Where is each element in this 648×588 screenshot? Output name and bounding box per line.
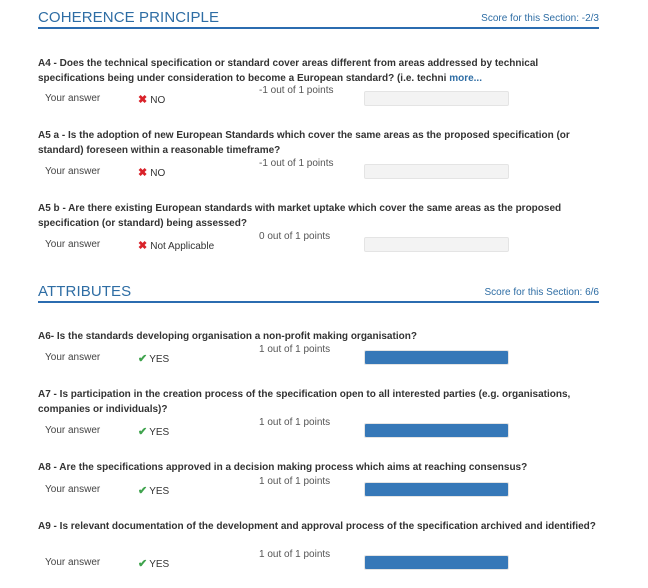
points-text: -1 out of 1 points: [259, 85, 334, 96]
answer-row-a7: [38, 417, 598, 443]
answer-row-a9: [38, 549, 598, 575]
question-a5a: [38, 128, 598, 158]
answer-label: Your answer: [45, 93, 101, 104]
answer-row-a5b: [38, 231, 598, 257]
question-text: A5 b - Are there existing European standards with market uptake which cover the same areas as the proposed specification (or standard) being assessed?: [38, 203, 562, 229]
answer-label: Your answer: [45, 484, 101, 495]
answer-label: Your answer: [45, 352, 101, 363]
coherence-section-score: Score for this Section: -2/3: [481, 13, 599, 24]
score-progress-fill: [365, 424, 508, 437]
cross-icon: ✖: [138, 240, 148, 252]
attributes-section-title: ATTRIBUTES: [38, 283, 132, 300]
question-a9: [38, 519, 598, 534]
answer-label: Your answer: [45, 425, 101, 436]
points-text: 1 out of 1 points: [259, 417, 331, 428]
answer-row-a8: [38, 476, 598, 502]
answer-value: ✖ Not Applicable: [138, 240, 215, 252]
score-progress-bar: [364, 423, 509, 438]
coherence-section-header: [38, 8, 599, 29]
score-progress-fill: [365, 351, 508, 364]
answer-row-a4: [38, 85, 598, 111]
answer-label: Your answer: [45, 557, 101, 568]
check-icon: ✔: [138, 426, 148, 438]
score-progress-bar: [364, 91, 509, 106]
question-a5b: [38, 201, 598, 231]
answer-value: ✔ YES: [138, 485, 170, 497]
more-link[interactable]: more...: [449, 73, 482, 84]
score-progress-bar: [364, 555, 509, 570]
answer-value: ✔ YES: [138, 426, 170, 438]
answer-row-a6: [38, 344, 598, 370]
points-text: 1 out of 1 points: [259, 549, 331, 560]
score-progress-fill: [365, 556, 508, 569]
cross-icon: ✖: [138, 94, 148, 106]
answer-value: ✖ NO: [138, 167, 166, 179]
score-progress-bar: [364, 164, 509, 179]
question-text: A7 - Is participation in the creation process of the specification open to all interested parties (e.g. organisations, companies or individuals)?: [38, 389, 571, 415]
question-a4: [38, 56, 598, 86]
question-text: A5 a - Is the adoption of new European Standards which cover the same areas as the proposed specification (or standard) foreseen within a reasonable timeframe?: [38, 130, 570, 156]
question-text: A4 - Does the technical specification or standard cover areas different from areas addressed by technical specifications being under consideration to become a European standard? (i.e. techni: [38, 58, 539, 84]
answer-label: Your answer: [45, 166, 101, 177]
question-a7: [38, 387, 598, 417]
check-icon: ✔: [138, 485, 148, 497]
question-text: A8 - Are the specifications approved in a decision making process which aims at reaching consensus?: [38, 462, 528, 473]
cross-icon: ✖: [138, 167, 148, 179]
question-a8: [38, 460, 598, 475]
score-progress-bar: [364, 350, 509, 365]
score-progress-fill: [365, 483, 508, 496]
answer-label: Your answer: [45, 239, 101, 250]
answer-value: ✔ YES: [138, 353, 170, 365]
question-a6: [38, 329, 598, 344]
answer-value: ✖ NO: [138, 94, 166, 106]
attributes-section-score: Score for this Section: 6/6: [484, 287, 599, 298]
check-icon: ✔: [138, 353, 148, 365]
score-progress-bar: [364, 482, 509, 497]
question-text: A9 - Is relevant documentation of the development and approval process of the specification archived and identified?: [38, 521, 596, 532]
coherence-section-title: COHERENCE PRINCIPLE: [38, 9, 220, 26]
question-text: A6- Is the standards developing organisation a non-profit making organisation?: [38, 331, 417, 342]
check-icon: ✔: [138, 558, 148, 570]
score-progress-bar: [364, 237, 509, 252]
points-text: -1 out of 1 points: [259, 158, 334, 169]
points-text: 0 out of 1 points: [259, 231, 331, 242]
points-text: 1 out of 1 points: [259, 344, 331, 355]
attributes-section-header: [38, 282, 599, 303]
answer-row-a5a: [38, 158, 598, 184]
points-text: 1 out of 1 points: [259, 476, 331, 487]
answer-value: ✔ YES: [138, 558, 170, 570]
